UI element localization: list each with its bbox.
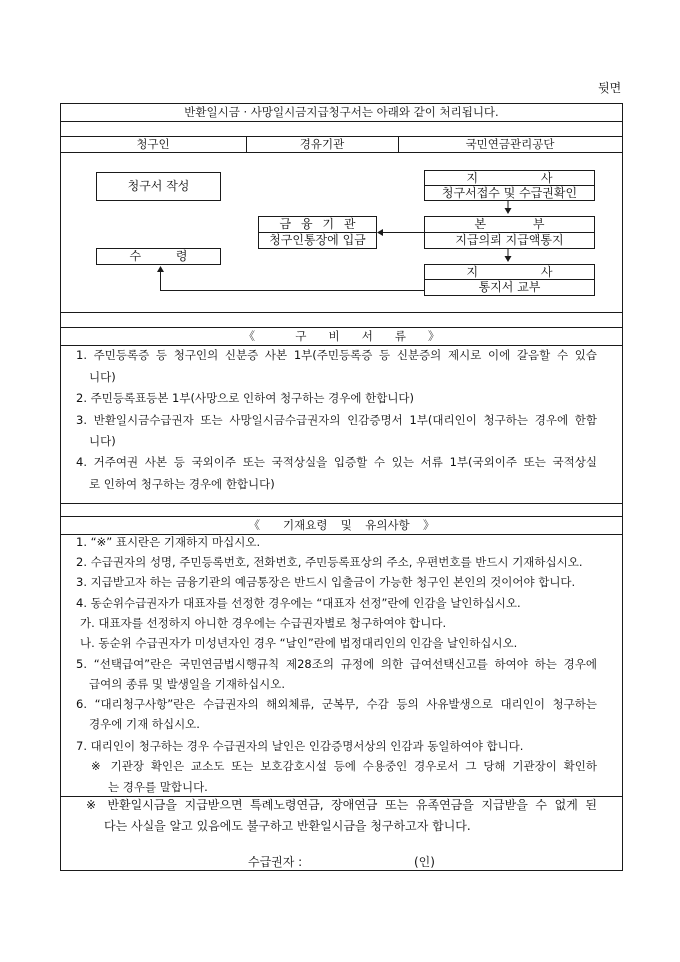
row-divider (60, 345, 623, 346)
page-side-label: 뒷면 (598, 81, 622, 95)
column-claimant: 청구인 (136, 137, 170, 151)
headquarters-box (424, 216, 595, 249)
arrow-head-down (505, 208, 512, 214)
arrow-head-up (157, 266, 164, 272)
arrow-head-down (505, 256, 512, 262)
headquarters-title: 본 부 (474, 217, 545, 231)
bank-action: 청구인통장에 입금 (269, 233, 366, 247)
list-item: 6. “대리청구사항”란은 수급권자의 해외체류, 군복무, 수감 등의 사유발생으로 대리인이 청구하는 (76, 697, 597, 711)
headquarters-action: 지급의뢰 지급액통지 (455, 233, 564, 247)
row-divider (60, 312, 623, 313)
table-right-border (622, 103, 623, 871)
bank-box (258, 216, 377, 249)
list-item-continued: 니다) (89, 434, 116, 448)
required-docs-heading-cell (60, 328, 623, 345)
receive-label-cell (97, 249, 220, 264)
receive-label: 수 령 (129, 249, 188, 263)
arrow-head-left (377, 229, 383, 236)
branch-receive-title-cell (425, 171, 594, 185)
row-divider (60, 152, 623, 153)
column-pension-service: 국민연금관리공단 (465, 137, 555, 151)
list-item-continued: 급여의 종류 및 발생일을 기재하십시오. (89, 677, 286, 691)
declaration-text-continued: 다는 사실을 알고 있음에도 불구하고 반환일시금을 청구하고자 합니다. (104, 819, 471, 833)
bank-title: 금 융 기 관 (279, 217, 356, 231)
arrow-line-notice-to-receive (161, 271, 425, 291)
instructions-heading: 《 기재요령 및 유의사항 》 (248, 518, 435, 532)
process-title: 반환일시금 · 사망일시금지급청구서는 아래와 같이 처리됩니다. (184, 105, 499, 119)
list-item: 3. 반환일시금수급권자 또는 사망일시금수급권자의 인감증명서 1부(대리인이 청구하는 경우에 한함 (76, 413, 597, 427)
list-item: 4. 거주여권 사본 등 국외이주 또는 국적상실을 입증할 수 있는 서류 1부(국외이주 또는 국적상실 (76, 455, 597, 469)
list-item: 4. 동순위수급권자가 대표자를 선정한 경우에는 “대표자 선정”란에 인감을 날인하십시오. (76, 596, 521, 610)
branch-receive-action: 청구서접수 및 수급권확인 (441, 186, 578, 200)
list-sub-item: 나. 동순위 수급권자가 미성년자인 경우 “날인”란에 법정대리인의 인감을 날인하십시오. (80, 636, 518, 650)
branch-notice-title-cell (425, 265, 594, 279)
bank-title-cell (259, 217, 376, 232)
seal-mark: (인) (414, 855, 435, 869)
list-sub-item: 가. 대표자를 선정하지 아니한 경우에는 수급권자별로 청구하여야 합니다. (80, 616, 447, 630)
list-item: 5. “선택급여”란은 국민연금법시행규칙 제28조의 규정에 의한 급여선택신고를 하여야 하는 경우에 (76, 657, 597, 671)
list-note-continued: 는 경우를 말합니다. (108, 780, 208, 794)
column-intermediary: 경유기관 (299, 137, 345, 151)
required-docs-heading: 《 구 비 서 류 》 (243, 329, 440, 343)
list-item: 2. 수급권자의 성명, 주민등록번호, 전화번호, 주민등록표상의 주소, 우편번호를 반드시 기재하십시오. (76, 555, 583, 569)
row-divider (60, 121, 623, 122)
receive-box (96, 248, 221, 265)
branch-notice-action: 통지서 교부 (478, 280, 541, 294)
branch-notice-title: 지 사 (466, 265, 553, 279)
write-request-box (96, 172, 221, 201)
branch-receive-box (424, 170, 595, 201)
branch-receive-title: 지 사 (466, 171, 553, 185)
list-item-continued: 니다) (89, 370, 116, 384)
list-item-continued: 로 인하여 청구하는 경우에 한합니다) (89, 477, 275, 491)
signer-label: 수급권자 : (248, 855, 303, 869)
table-bottom-border (60, 870, 623, 871)
list-item: 3. 지급받고자 하는 금융기관의 예금통장은 반드시 입출금이 가능한 청구인 본인의 것이어야 합니다. (76, 575, 576, 589)
list-item-continued: 경우에 기재 하십시오. (89, 717, 200, 731)
branch-notice-box (424, 264, 595, 296)
list-item: 1. “※” 표시란은 기재하지 마십시오. (76, 535, 261, 549)
list-item: 7. 대리인이 청구하는 경우 수급권자의 날인은 인감증명서상의 인감과 동일하여야 합니다. (76, 739, 524, 753)
table-left-border (60, 103, 61, 871)
row-divider (60, 503, 623, 504)
write-request-label: 청구서 작성 (127, 179, 190, 193)
instructions-heading-cell (60, 517, 623, 534)
list-item: 2. 주민등록표등본 1부(사망으로 인하여 청구하는 경우에 한합니다) (76, 391, 415, 405)
headquarters-title-cell (425, 217, 594, 232)
declaration-text: ※ 반환일시금을 지급받으면 특례노령연금, 장애연금 또는 유족연금을 지급받을 수 없게 된 (86, 798, 597, 812)
list-item: 1. 주민등록증 등 청구인의 신분증 사본 1부(주민등록증 등 신분증의 제시로 이에 갈음할 수 있습 (76, 348, 597, 362)
list-note: ※ 기관장 확인은 교소도 또는 보호감호시설 등에 수용중인 경우로서 그 당해 기관장이 확인하 (91, 759, 597, 773)
